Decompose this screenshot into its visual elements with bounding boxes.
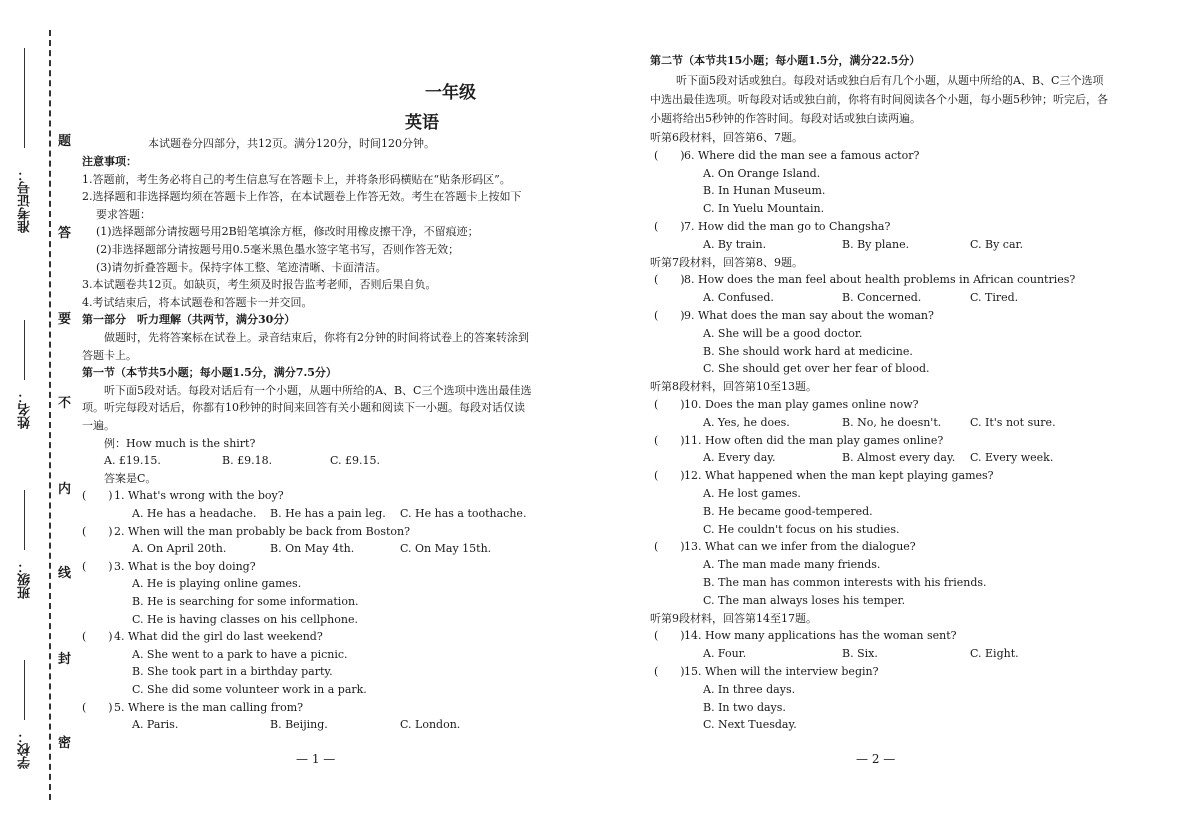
answer-blank: ( ) [82, 630, 113, 644]
answer-blank: ( ) [654, 273, 685, 287]
note-line: (1)选择题部分请按题号用2B铅笔填涂方框，修改时用橡皮擦干净，不留痕迹； [96, 225, 479, 239]
answer-blank: ( ) [654, 309, 685, 322]
note-line: (2)非选择题部分请按题号用0.5毫米黑色墨水签字笔书写，否则作答无效； [96, 243, 460, 256]
question-stem: 8. How does the man feel about health problems in African countries? [684, 273, 1076, 287]
seal-char: 封 [58, 652, 72, 667]
question-option: C. Tired. [970, 291, 1019, 305]
group-heading: 听第8段材料，回答第10至13题。 [650, 380, 817, 394]
seal-char: 答 [58, 226, 72, 241]
example-option: C. £9.15. [330, 454, 381, 468]
question-option: C. He is having classes on his cellphone. [132, 612, 358, 626]
answer-blank: ( ) [82, 559, 113, 573]
notes-title: 注意事项： [82, 155, 137, 168]
seal-char: 要 [58, 312, 72, 327]
note-line: 3.本试题卷共12页。如缺页，考生须及时报告监考老师，否则后果自负。 [82, 278, 437, 292]
fill-in-line [24, 320, 25, 380]
page-number: — 2 — [856, 752, 896, 766]
question-option: A. He has a headache. [132, 507, 257, 520]
section2-desc: 中选出最佳选项。听每段对话或独白前，你将有时间阅读各个小题，每小题5秒钟；听完后，各 [650, 93, 1108, 106]
question-option: B. Beijing. [270, 718, 328, 732]
seal-char: 密 [58, 736, 72, 751]
question-option: A. She will be a good doctor. [703, 326, 863, 340]
question-stem: 4. What did the girl do last weekend? [114, 630, 323, 644]
fill-in-line [24, 660, 25, 720]
exam-intro: 本试题卷分四部分，共12页。满分120分，时间120分钟。 [148, 137, 435, 150]
section2-desc: 小题将给出5秒钟的作答时间。每段对话或独白读两遍。 [650, 112, 921, 125]
part1-title: 第一部分 听力理解（共两节，满分30分） [82, 313, 296, 327]
answer-blank: ( ) [82, 700, 113, 714]
question-option: A. Confused. [703, 291, 774, 305]
question-stem: 1. What's wrong with the boy? [114, 489, 284, 503]
question-stem: 2. When will the man probably be back from Boston? [114, 524, 411, 538]
question-option: A. The man made many friends. [703, 558, 881, 572]
example-option: B. £9.18. [222, 454, 273, 468]
seal-char: 内 [58, 482, 72, 497]
side-label: 姓名： [18, 390, 33, 429]
question-option: B. No, he doesn't. [842, 415, 942, 429]
answer-blank: ( ) [654, 469, 685, 483]
question-option: B. She should work hard at medicine. [703, 344, 913, 358]
question-option: C. By car. [970, 237, 1024, 251]
question-option: A. On April 20th. [132, 542, 227, 556]
seal-line [49, 30, 51, 800]
question-stem: 11. How often did the man play games online? [684, 433, 944, 447]
question-stem: 12. What happened when the man kept playing games? [684, 469, 994, 483]
binding-margin [0, 0, 80, 817]
question-option: B. On May 4th. [270, 542, 355, 556]
part1-desc: 做题时，先将答案标在试卷上。录音结束后，你将有2分钟的时间将试卷上的答案转涂到 [104, 331, 529, 344]
note-line: (3)请勿折叠答题卡。保持字体工整、笔迹清晰、卡面清洁。 [96, 260, 387, 274]
question-option: A. Paris. [132, 718, 179, 732]
answer-blank: ( ) [654, 665, 685, 678]
question-stem: 15. When will the interview begin? [684, 665, 879, 678]
group-heading: 听第9段材料，回答第14至17题。 [650, 611, 817, 625]
question-stem: 10. Does the man play games online now? [684, 398, 919, 411]
question-option: C. The man always loses his temper. [703, 593, 906, 607]
side-label: 准考证号： [18, 168, 33, 233]
question-stem: 9. What does the man say about the woman? [684, 309, 934, 322]
group-heading: 听第7段材料，回答第8、9题。 [650, 255, 803, 269]
answer-blank: ( ) [654, 220, 685, 233]
section1-desc: 一遍。 [82, 419, 115, 432]
seal-char: 不 [58, 396, 72, 411]
question-option: C. Every week. [970, 451, 1054, 465]
answer-blank: ( ) [82, 489, 113, 503]
seal-char: 题 [58, 134, 72, 149]
note-line: 4.考试结束后，将本试题卷和答题卡一并交回。 [82, 295, 313, 309]
question-option: A. He lost games. [703, 487, 801, 500]
side-label: 班级： [18, 560, 33, 599]
question-option: B. Concerned. [842, 291, 922, 305]
fill-in-line [24, 490, 25, 550]
question-option: A. On Orange Island. [703, 166, 821, 180]
answer-blank: ( ) [654, 629, 685, 643]
question-option: B. Six. [842, 647, 878, 661]
question-option: C. She should get over her fear of blood. [703, 362, 930, 376]
question-option: C. London. [400, 718, 461, 732]
example-question: 例：How much is the shirt? [104, 436, 256, 450]
side-label: 学校： [18, 730, 33, 769]
note-line: 1.答题前，考生务必将自己的考生信息写在答题卡上，并将条形码横贴在“贴条形码区”。 [82, 172, 511, 186]
question-option: A. Yes, he does. [703, 415, 790, 429]
question-stem: 7. How did the man go to Changsha? [684, 220, 891, 233]
section2-title: 第二节（本节共15小题；每小题1.5分，满分22.5分） [650, 54, 921, 67]
question-stem: 14. How many applications has the woman sent? [684, 629, 957, 643]
note-line: 要求答题： [96, 207, 151, 221]
question-option: A. He is playing online games. [132, 577, 302, 591]
example-option: A. £19.15. [104, 454, 161, 468]
question-option: A. By train. [703, 237, 767, 251]
answer-blank: ( ) [654, 540, 685, 554]
question-option: B. He is searching for some information. [132, 595, 359, 608]
question-stem: 13. What can we infer from the dialogue? [684, 540, 916, 554]
answer-blank: ( ) [654, 433, 685, 447]
question-option: B. In two days. [703, 700, 786, 714]
question-option: B. By plane. [842, 237, 910, 251]
part1-desc: 答题卡上。 [82, 348, 137, 362]
question-option: C. Next Tuesday. [703, 718, 797, 732]
question-option: C. He has a toothache. [400, 507, 527, 520]
question-option: B. The man has common interests with his friends. [703, 576, 987, 589]
question-option: B. Almost every day. [842, 451, 956, 465]
question-option: C. She did some volunteer work in a park. [132, 683, 367, 696]
answer-blank: ( ) [654, 148, 685, 162]
question-option: A. Every day. [703, 451, 776, 465]
question-option: A. She went to a park to have a picnic. [132, 647, 348, 661]
example-answer: 答案是C。 [104, 471, 157, 485]
page-number: — 1 — [296, 752, 336, 766]
section1-title: 第一节（本节共5小题；每小题1.5分，满分7.5分） [82, 366, 337, 380]
question-option: B. In Hunan Museum. [703, 184, 826, 198]
answer-blank: ( ) [654, 398, 685, 411]
question-stem: 6. Where did the man see a famous actor? [684, 148, 920, 162]
seal-char: 线 [58, 566, 72, 581]
subject-title: 英语 [405, 113, 439, 133]
section2-desc: 听下面5段对话或独白。每段对话或独白后有几个小题，从题中所给的A、B、C三个选项 [676, 74, 1104, 87]
question-option: C. On May 15th. [400, 542, 492, 556]
section1-desc: 听下面5段对话。每段对话后有一个小题，从题中所给的A、B、C三个选项中选出最佳选 [104, 383, 532, 397]
question-stem: 5. Where is the man calling from? [114, 700, 304, 714]
grade-title: 一年级 [425, 83, 476, 103]
question-option: C. In Yuelu Mountain. [703, 202, 825, 216]
question-option: C. It's not sure. [970, 415, 1056, 429]
question-option: A. Four. [703, 647, 747, 661]
group-heading: 听第6段材料，回答第6、7题。 [650, 131, 803, 144]
question-stem: 3. What is the boy doing? [114, 559, 256, 573]
note-line: 2.选择题和非选择题均须在答题卡上作答，在本试题卷上作答无效。考生在答题卡上按如下 [82, 190, 522, 204]
question-option: B. She took part in a birthday party. [132, 665, 333, 679]
question-option: C. He couldn't focus on his studies. [703, 522, 900, 536]
fill-in-line [24, 48, 25, 148]
question-option: B. He became good-tempered. [703, 504, 873, 518]
question-option: A. In three days. [703, 682, 796, 696]
section1-desc: 项。听完每段对话后，你都有10秒钟的时间来回答有关小题和阅读下一小题。每段对话仅读 [82, 401, 525, 415]
answer-blank: ( ) [82, 524, 113, 538]
question-option: C. Eight. [970, 647, 1019, 661]
question-option: B. He has a pain leg. [270, 507, 386, 520]
